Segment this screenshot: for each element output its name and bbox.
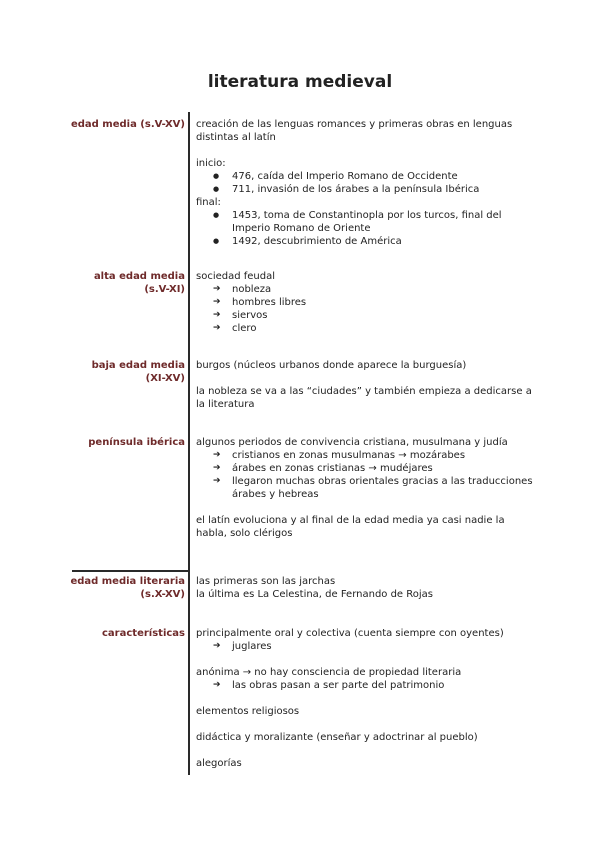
oral-text: principalmente oral y colectiva (cuenta siempre con oyentes) bbox=[196, 628, 504, 639]
inicio-label: inicio: bbox=[196, 158, 226, 169]
vertical-divider bbox=[188, 112, 190, 775]
religiosos-text: elementos religiosos bbox=[196, 706, 300, 717]
label-line: alta edad media bbox=[93, 271, 185, 282]
label-line: (s.X-XV) bbox=[140, 589, 185, 600]
list-item: ➔ árabes en zonas cristianas → mudéjares bbox=[196, 462, 536, 475]
anonima-list bbox=[196, 679, 536, 692]
label-caracteristicas: características bbox=[102, 628, 185, 639]
page-title: literatura medieval bbox=[207, 72, 393, 92]
list-item: ➔ siervos bbox=[196, 309, 536, 322]
content-edad-media-literaria bbox=[196, 575, 536, 601]
nobleza-text: la nobleza se va a las “ciudades” y también empieza a dedicarse a la literatura bbox=[196, 386, 532, 410]
list-item: ● 711, invasión de los árabes a la península Ibérica bbox=[196, 183, 536, 196]
list-item: ➔ juglares bbox=[196, 640, 536, 653]
label-peninsula-iberica: península ibérica bbox=[88, 437, 185, 448]
final-label: final: bbox=[196, 197, 221, 208]
list-item: ➔ llegaron muchas obras orientales gracias a las traducciones árabes y hebreas bbox=[196, 475, 536, 501]
peninsula-list bbox=[196, 449, 536, 501]
burgos-text: burgos (núcleos urbanos donde aparece la burguesía) bbox=[196, 360, 467, 371]
list-item: ➔ las obras pasan a ser parte del patrimonio bbox=[196, 679, 536, 692]
list-item: ● 476, caída del Imperio Romano de Occidente bbox=[196, 170, 536, 183]
list-item: ➔ clero bbox=[196, 322, 536, 335]
label-line: (XI-XV) bbox=[145, 373, 185, 384]
label-line: edad media literaria bbox=[70, 576, 185, 587]
list-item: ➔ nobleza bbox=[196, 283, 536, 296]
latin-text: el latín evoluciona y al final de la edad media ya casi nadie la habla, solo clérigos bbox=[196, 515, 505, 539]
sociedad-feudal-heading: sociedad feudal bbox=[196, 271, 276, 282]
list-item: ● 1453, toma de Constantinopla por los turcos, final del Imperio Romano de Oriente bbox=[196, 209, 536, 235]
content-peninsula-iberica bbox=[196, 436, 536, 540]
content-alta-edad-media bbox=[196, 270, 536, 335]
inicio-list bbox=[196, 170, 536, 196]
content-caracteristicas bbox=[196, 627, 536, 770]
label-line: baja edad media bbox=[91, 360, 185, 371]
intro-text: creación de las lenguas romances y primeras obras en lenguas distintas al latín bbox=[196, 119, 513, 143]
label-edad-media-literaria bbox=[70, 575, 185, 601]
jarchas-text: las primeras son las jarchas bbox=[196, 576, 336, 587]
celestina-text: la última es La Celestina, de Fernando de Rojas bbox=[196, 589, 433, 600]
feudal-list bbox=[196, 283, 536, 335]
label-alta-edad-media bbox=[94, 270, 185, 296]
label-line: (s.V-XI) bbox=[144, 284, 185, 295]
content-edad-media bbox=[196, 118, 536, 248]
content-baja-edad-media bbox=[196, 359, 536, 411]
didactica-text: didáctica y moralizante (enseñar y adoctrinar al pueblo) bbox=[196, 732, 478, 743]
convivencia-heading: algunos periodos de convivencia cristiana, musulmana y judía bbox=[196, 437, 508, 448]
alegorias-text: alegorías bbox=[196, 758, 242, 769]
label-edad-media: edad media (s.V-XV) bbox=[70, 119, 185, 130]
label-baja-edad-media bbox=[92, 359, 185, 385]
final-list bbox=[196, 209, 536, 248]
anonima-text: anónima → no hay consciencia de propiedad literaria bbox=[196, 667, 462, 678]
horizontal-divider bbox=[72, 570, 190, 572]
list-item: ● 1492, descubrimiento de América bbox=[196, 235, 536, 248]
oral-list bbox=[196, 640, 536, 653]
list-item: ➔ cristianos en zonas musulmanas → mozárabes bbox=[196, 449, 536, 462]
list-item: ➔ hombres libres bbox=[196, 296, 536, 309]
